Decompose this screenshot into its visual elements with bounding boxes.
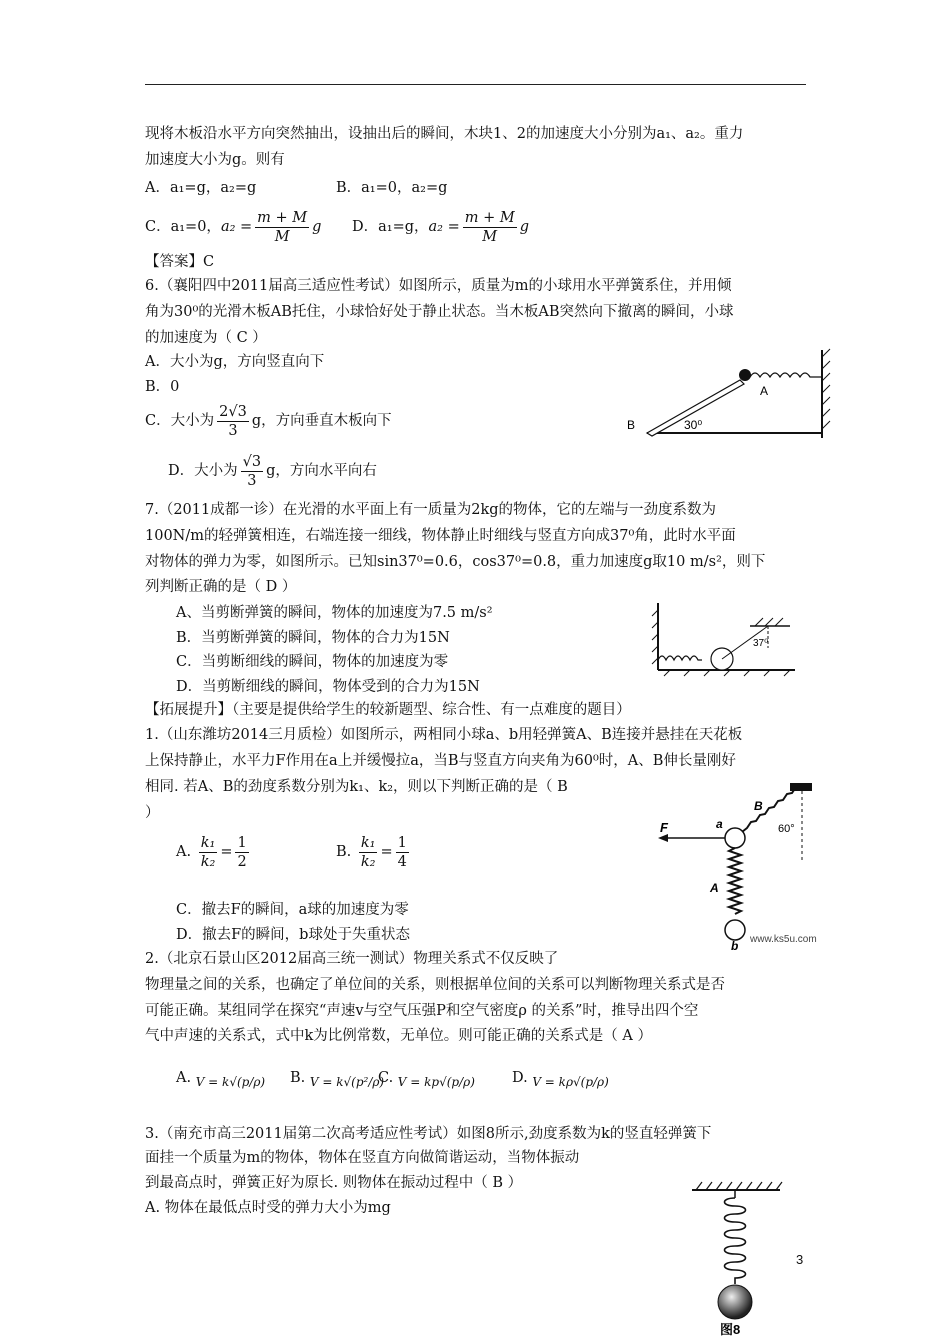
numerator: k₁	[200, 834, 216, 851]
text-line: 现将木板沿水平方向突然抽出，设抽出后的瞬间，木块1、2的加速度大小分别为a₁、a₂。重力	[145, 126, 744, 142]
option-a	[176, 1064, 265, 1092]
label-spring-b: B	[754, 799, 763, 813]
label-spring-a: A	[710, 881, 719, 895]
option-d	[512, 1064, 609, 1092]
option-label: D．大小为	[168, 463, 238, 479]
numerator: 1	[237, 834, 247, 851]
numerator: k₁	[360, 834, 376, 851]
arrow-icon	[658, 834, 668, 842]
denominator: M	[482, 228, 498, 245]
text-line: 可能正确。某组同学在探究“声速v与空气压强P和空气密度ρ 的关系”时，推导出四个空	[145, 1003, 699, 1019]
text-line: 的加速度为（ C ）	[145, 330, 267, 346]
option-text: g，方向垂直木板向下	[251, 413, 392, 429]
option-label: C．a₁=0，	[145, 219, 221, 235]
text-line: 到最高点时，弹簧正好为原长. 则物体在振动过程中（ B ）	[145, 1175, 523, 1191]
question-e1: 1.（山东潍坊2014三月质检）如图所示，两相同小球a、b用轻弹簧A、B连接并悬挂在天花板	[145, 727, 743, 743]
option-a: A. $\frac{\text{k₁}}{\text{k₂}}$ = $\frac{1}{2}$	[176, 834, 247, 870]
fraction	[217, 403, 249, 440]
spring	[725, 1198, 746, 1284]
variable: a₂ =	[428, 219, 460, 235]
option-a: A．a₁=g，a₂=g	[145, 180, 257, 196]
spring	[750, 373, 822, 377]
angle-label: 30⁰	[684, 418, 703, 432]
spring	[658, 656, 702, 660]
option-b: B．当剪断弹簧的瞬间，物体的合力为15N	[176, 630, 450, 646]
formula: V = k√(p²/ρ)	[309, 1075, 385, 1089]
option-b	[290, 1064, 384, 1092]
fraction	[463, 209, 517, 246]
denominator: k₂	[360, 853, 376, 870]
option-c: C．撤去F的瞬间，a球的加速度为零	[176, 902, 409, 918]
text-line: 加速度大小为g。则有	[145, 152, 285, 168]
option-d: D．撤去F的瞬间，b球处于失重状态	[176, 927, 410, 943]
option-c	[145, 205, 321, 249]
text-line: 面挂一个质量为m的物体，物体在竖直方向做简谐运动，当物体振动	[145, 1150, 580, 1166]
option-label: D．a₁=g，	[352, 219, 429, 235]
header-rule	[145, 84, 806, 85]
label-b: b	[731, 939, 739, 953]
denominator: 3	[228, 422, 238, 439]
ceiling-hatch	[696, 1182, 782, 1190]
denominator: 2	[237, 853, 247, 870]
figure-caption: 图8	[720, 1322, 741, 1337]
question-e3: 3.（南充市高三2011届第二次高考适应性考试）如图8所示,劲度系数为k的竖直轻弹簧下	[145, 1126, 712, 1142]
option-b: B. $\frac{\text{k₁}}{\text{k₂}}$ = $\frac{1}{4}$	[336, 834, 407, 870]
option-label: A.	[176, 844, 192, 860]
option-c	[378, 1064, 475, 1092]
text-line: 相同. 若A、B的劲度系数分别为k₁、k₂，则以下判断正确的是（ B	[145, 779, 568, 795]
option-label: A.	[176, 1070, 192, 1086]
label-a: a	[716, 817, 723, 831]
variable: a₂ =	[220, 219, 253, 235]
option-b: B．0	[145, 379, 180, 395]
text-line: ）	[145, 805, 160, 821]
fraction	[199, 834, 218, 871]
denominator: k₂	[200, 853, 216, 870]
option-a: A．大小为g，方向竖直向下	[145, 354, 325, 370]
variable: g	[519, 219, 529, 235]
option-c	[145, 400, 392, 442]
option-d: D．当剪断细线的瞬间，物体受到的合力为15N	[176, 679, 480, 695]
option-b: B．a₁=0，a₂=g	[336, 180, 448, 196]
text-line: 物理量之间的关系，也确定了单位间的关系，则根据单位间的关系可以判断物理关系式是否	[145, 977, 725, 993]
option-label: B.	[336, 844, 352, 860]
watermark: www.ks5u.com	[750, 934, 817, 945]
option-text: g，方向水平向右	[266, 463, 377, 479]
label-b: B	[627, 418, 636, 432]
section-heading: 【拓展提升】（主要是提供给学生的较新题型、综合性、有一点难度的题目）	[145, 702, 631, 718]
text-line: 对物体的弹力为零，如图所示。已知sin37⁰=0.6，cos37⁰=0.8，重力加速度g取10 m/s²，则下	[145, 554, 766, 570]
question-e2: 2.（北京石景山区2012届高三统一测试）物理关系式不仅反映了	[145, 951, 559, 967]
fraction	[235, 834, 248, 871]
spring-thread-figure	[650, 598, 800, 683]
ball-b	[725, 920, 745, 940]
numerator: √3	[242, 453, 262, 470]
angle-label: 60°	[778, 823, 795, 835]
ball-a	[725, 828, 745, 848]
variable: g	[312, 219, 322, 235]
option-label: B.	[290, 1070, 306, 1086]
vertical-spring-figure	[690, 1180, 785, 1340]
two-balls-springs-figure	[650, 780, 845, 953]
page-number: 3	[796, 1252, 804, 1267]
text-line: 上保持静止，水平力F作用在a上并缓慢拉a，当B与竖直方向夹角为60⁰时，A、B伸长量刚好	[145, 753, 736, 769]
formula: V = kp√(p/ρ)	[397, 1075, 475, 1089]
label-a: A	[760, 384, 769, 398]
text-line: 100N/m的轻弹簧相连，右端连接一细线，物体静止时细线与竖直方向成37⁰角，此时水平面	[145, 528, 736, 544]
formula: V = k√(p/ρ)	[195, 1075, 266, 1089]
numerator: 1	[397, 834, 407, 851]
option-d	[352, 205, 529, 249]
incline-spring-figure	[612, 345, 837, 445]
text-line: 列判断正确的是（ D ）	[145, 579, 297, 595]
option-label: D.	[512, 1070, 528, 1086]
numerator: m + M	[257, 209, 308, 226]
question-7: 7.（2011成都一诊）在光滑的水平面上有一质量为2kg的物体，它的左端与一劲度系数为	[145, 502, 717, 518]
angle-label: 37⁰	[753, 638, 769, 649]
wall-hatch	[822, 349, 830, 429]
question-6: 6.（襄阳四中2011届高三适应性考试）如图所示，质量为m的小球用水平弹簧系住，并用倾	[145, 278, 732, 294]
spring-a	[729, 848, 741, 914]
ball	[739, 369, 751, 381]
denominator: M	[274, 228, 290, 245]
numerator: 2√3	[219, 403, 247, 420]
option-label: C.	[378, 1070, 394, 1086]
mass-ball	[718, 1285, 752, 1319]
option-label: C．大小为	[145, 413, 215, 429]
numerator: m + M	[464, 209, 515, 226]
fraction	[359, 834, 378, 871]
option-c: C．当剪断细线的瞬间，物体的加速度为零	[176, 654, 449, 670]
fraction	[396, 834, 409, 871]
text-line: 角为30⁰的光滑木板AB托住，小球恰好处于静止状态。当木板AB突然向下撤离的瞬间，小球	[145, 304, 734, 320]
label-f: F	[660, 820, 668, 835]
answer: 【答案】C	[145, 254, 215, 270]
denominator: 4	[397, 853, 407, 870]
option-a: A. 物体在最低点时受的弹力大小为mg	[145, 1200, 391, 1216]
text-line: 气中声速的关系式，式中k为比例常数，无单位。则可能正确的关系式是（ A ）	[145, 1028, 652, 1044]
formula: V = kρ√(p/ρ)	[532, 1075, 609, 1089]
fraction	[255, 209, 309, 246]
option-a: A、当剪断弹簧的瞬间，物体的加速度为7.5 m/s²	[176, 605, 493, 621]
denominator: 3	[247, 472, 257, 489]
option-d	[168, 450, 377, 492]
fraction	[241, 453, 263, 490]
